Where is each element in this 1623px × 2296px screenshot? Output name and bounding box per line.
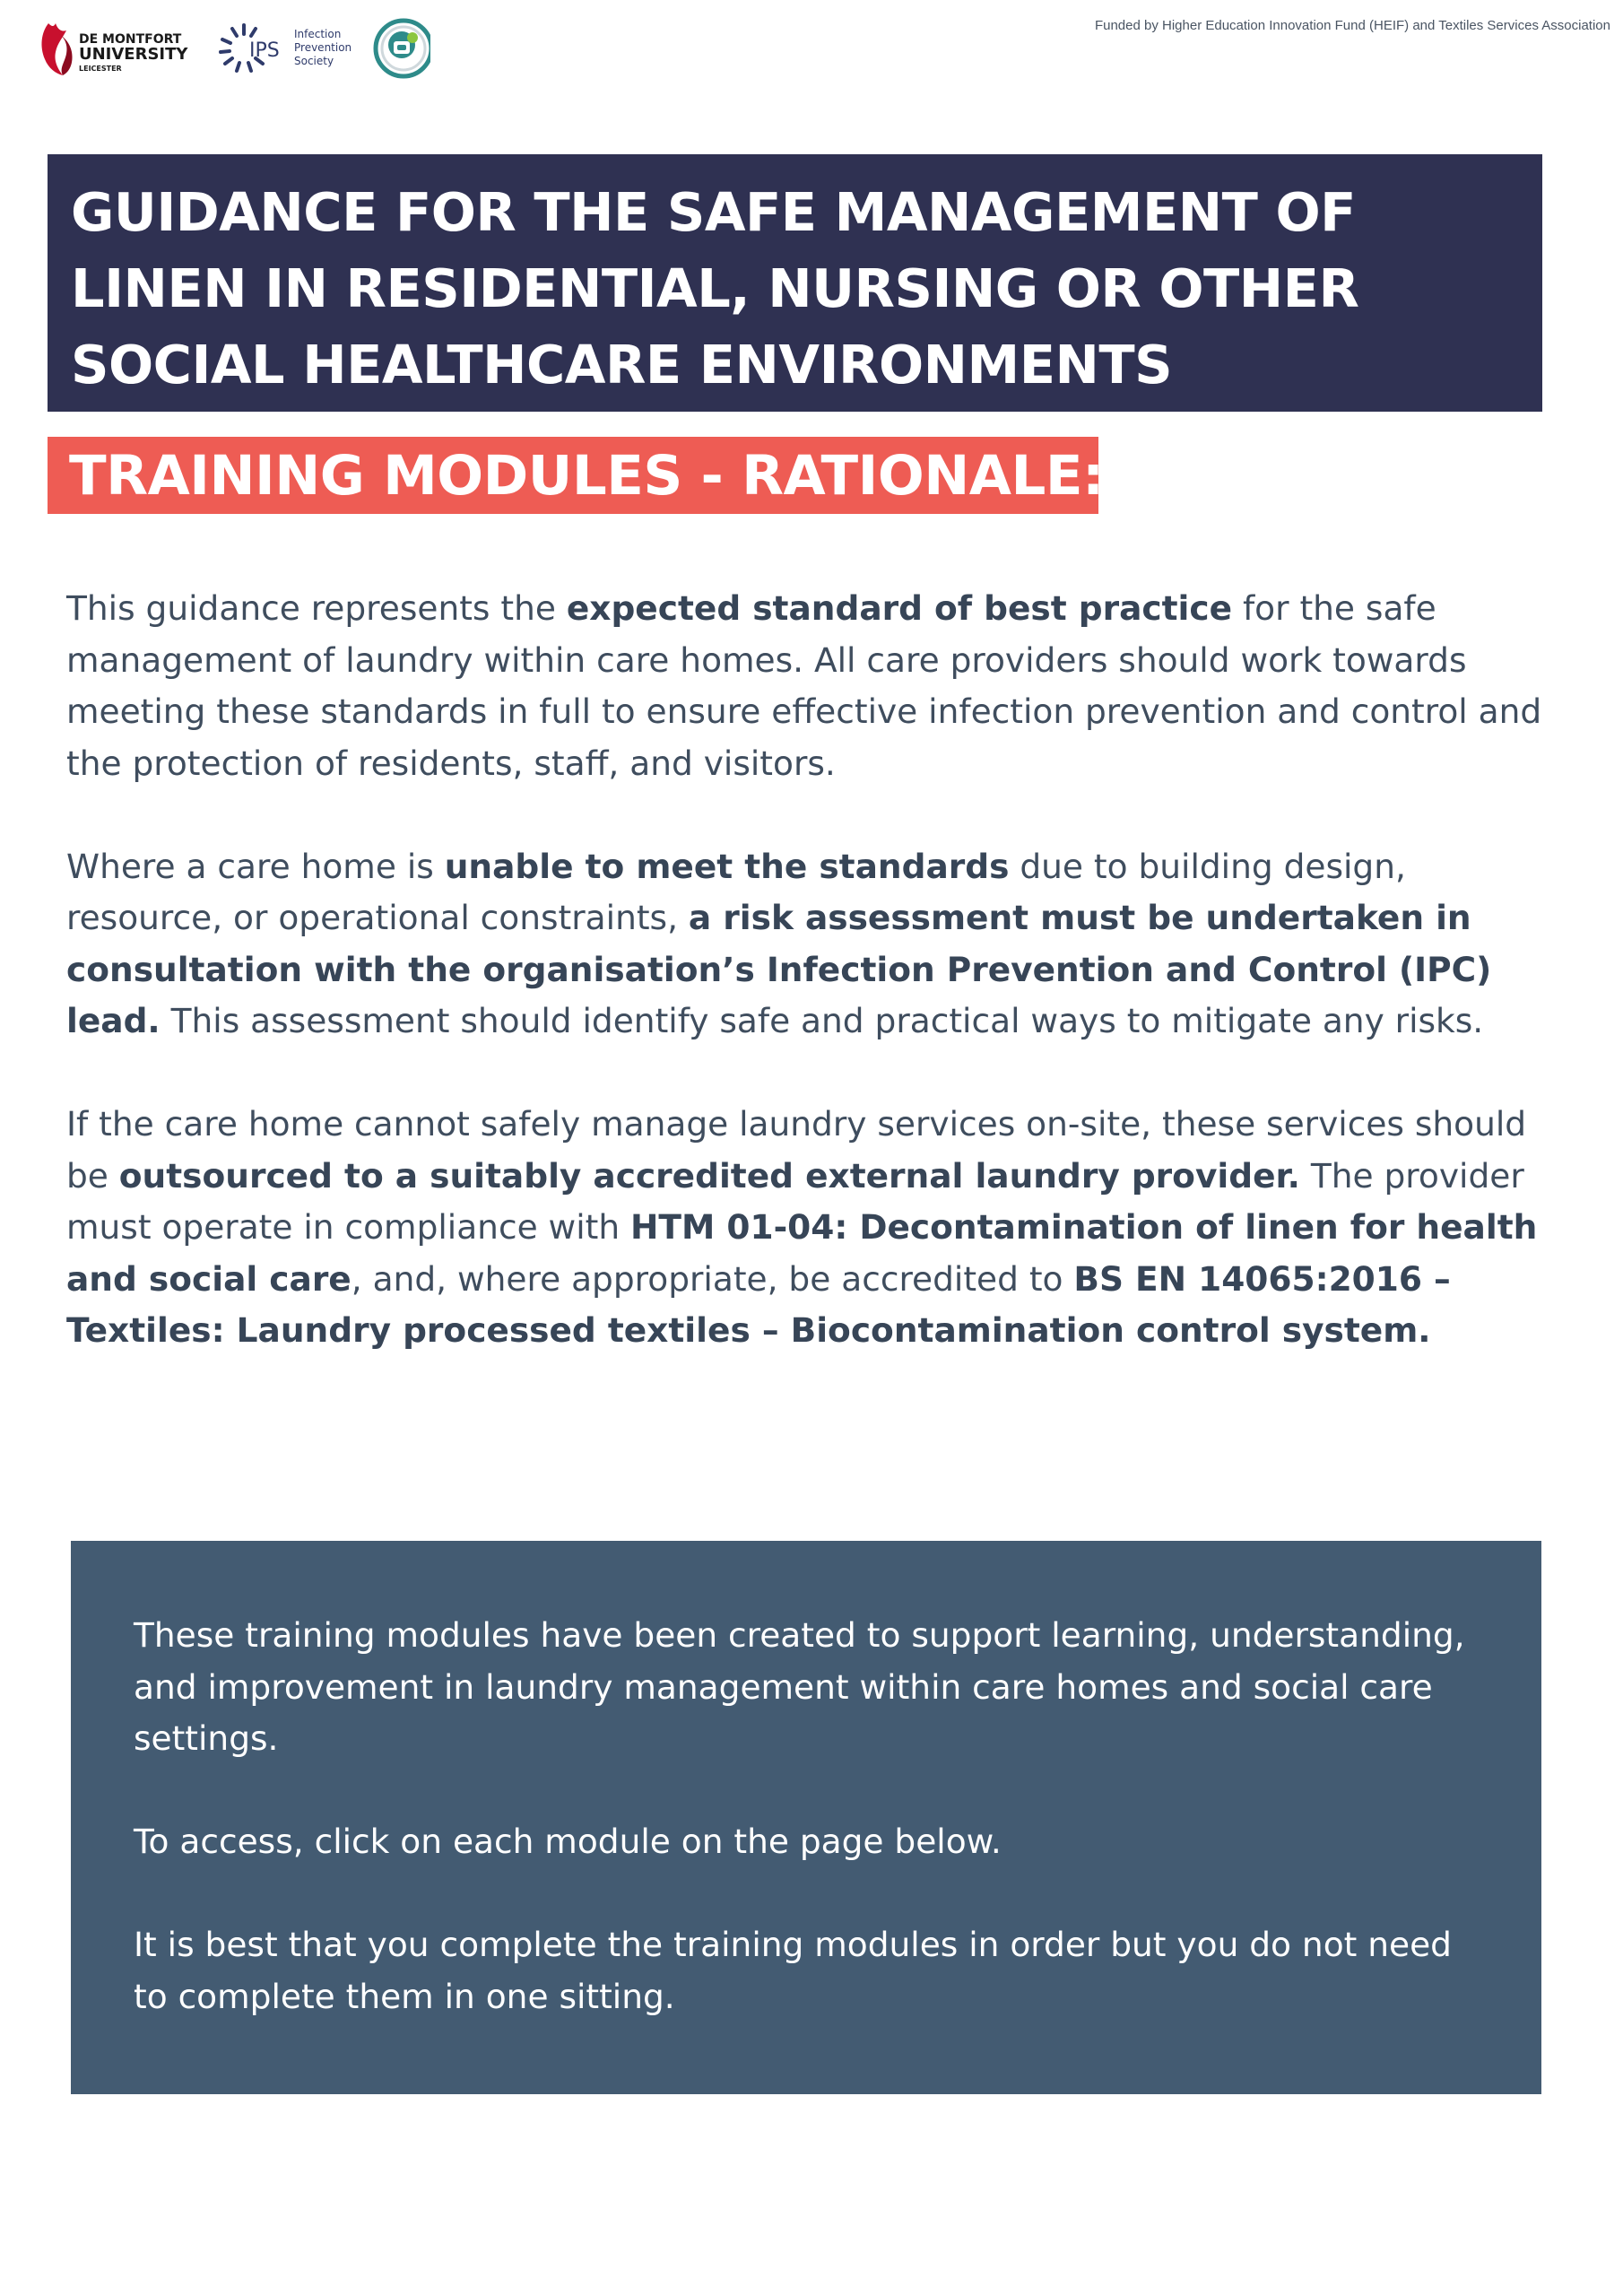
text-run: , and, where appropriate, be accredited to <box>351 1258 1074 1299</box>
title-banner <box>48 154 1542 412</box>
partner-logos <box>36 16 430 81</box>
paragraph-outsourcing <box>66 1099 1551 1357</box>
subtitle-banner <box>48 437 1104 514</box>
text-run-bold: a risk assessment must be undertaken in consultation with the organisation’s Infection Prevention and Control (IPC) lead. <box>66 898 1492 1040</box>
text-run-bold: expected standard of best practice <box>566 588 1233 628</box>
text-run: Where a care home is <box>66 846 445 886</box>
tsa-logo-icon <box>376 21 430 76</box>
info-paragraph-purpose: These training modules have been created to support learning, understanding, and improvement in laundry management within care homes and social care settings. <box>134 1615 1465 1758</box>
rationale-body <box>66 583 1551 1408</box>
text-run-bold: outsourced to a suitably accredited external laundry provider. <box>118 1155 1300 1196</box>
training-info-box <box>71 1541 1541 2094</box>
text-run: If the care home cannot safely manage laundry services on-site, these services should be <box>66 1104 1527 1196</box>
section-title: TRAINING MODULES - RATIONALE: <box>69 443 1104 508</box>
dmu-line-1: DE MONTFORT <box>79 32 182 47</box>
dmu-crest-icon <box>42 23 73 75</box>
text-run: due to building design, resource, or operational constraints, <box>66 846 1406 937</box>
text-run: The provider must operate in compliance with <box>66 1155 1524 1247</box>
text-run: This assessment should identify safe and practical ways to mitigate any risks. <box>160 1001 1484 1040</box>
paragraph-expected-standard <box>66 583 1551 789</box>
info-paragraph-access: To access, click on each module on the page below. <box>134 1822 1002 1861</box>
text-run-bold: HTM 01-04: Decontamination of linen for health and social care <box>66 1207 1538 1299</box>
text-run: This guidance represents the <box>66 588 567 628</box>
ips-line-3: Society <box>294 55 334 67</box>
text-run-bold: unable to meet the standards <box>444 846 1010 886</box>
funding-note: Funded by Higher Education Innovation Fund (HEIF) and Textiles Services Association <box>1094 18 1610 33</box>
dmu-line-2: UNIVERSITY <box>79 45 188 64</box>
text-run-bold: BS EN 14065:2016 – Textiles: Laundry processed textiles – Biocontamination control system. <box>66 1258 1451 1350</box>
ips-line-2: Prevention <box>294 41 352 54</box>
paragraph-risk-assessment <box>66 841 1551 1048</box>
ips-abbr: IPS <box>249 39 280 62</box>
logo-row <box>36 16 430 81</box>
page-title: GUIDANCE FOR THE SAFE MANAGEMENT OF LINEN IN RESIDENTIAL, NURSING OR OTHER SOCIAL HEALTHCARE ENVIRONMENTS <box>71 181 1359 396</box>
dmu-line-3: LEICESTER <box>79 65 122 73</box>
text-run: for the safe management of laundry within care homes. All care providers should work towards meeting these standards in full to ensure effective infection prevention and control and the protection of residents, staff, and visitors. <box>66 588 1542 783</box>
ips-line-1: Infection <box>294 28 342 40</box>
info-paragraph-order: It is best that you complete the training modules in order but you do not need to complete them in one sitting. <box>134 1925 1452 2016</box>
